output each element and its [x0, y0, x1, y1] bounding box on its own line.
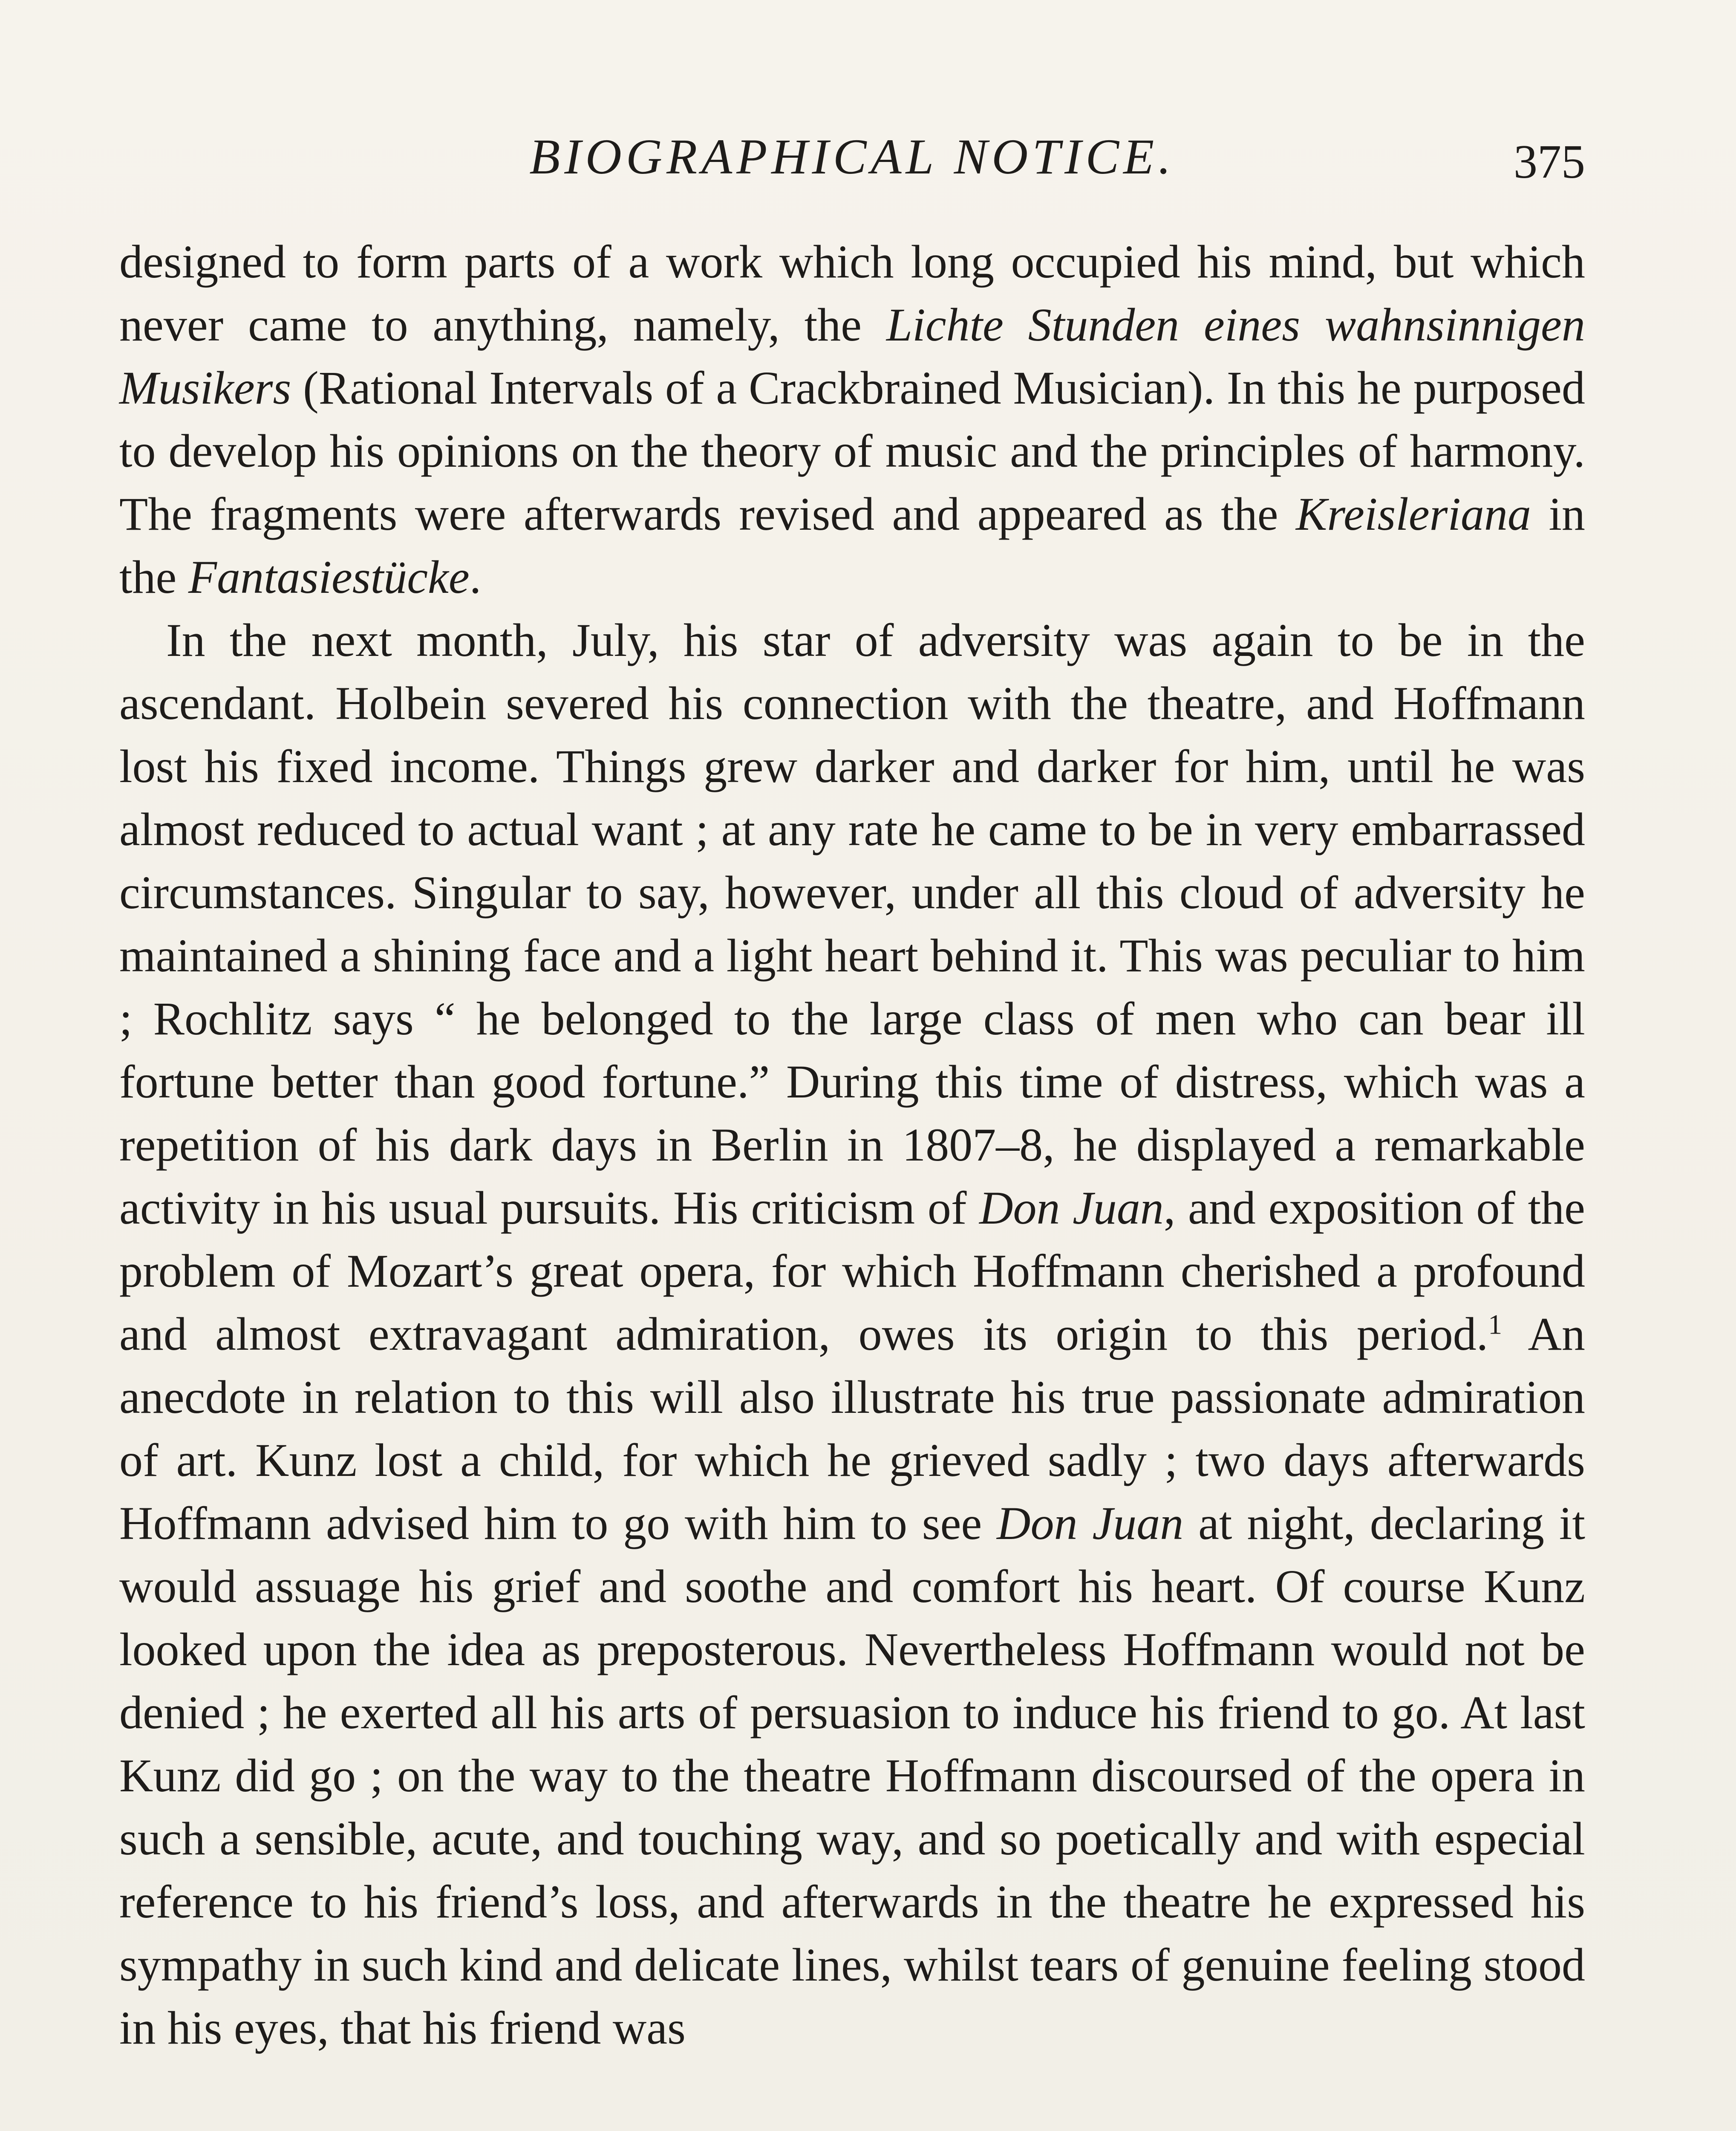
page-number: 375 — [1514, 136, 1585, 188]
text-run: (Rational Intervals of a Crackbrained Musician). In this he purposed to develop his opinions on the theory of music and the principles of harmony. The fragments were afterwards revised and appeared as the — [119, 362, 1585, 540]
text-run: In the next month, July, his star of adversity was again to be in the ascendant. Holbein severed his connection with the theatre, and Hoffmann lost his fixed income. Things grew darker and darker for him, until he was almost reduced to actual want ; at any rate he came to be in very embarrassed circumstances. Singular to say, however, under all this cloud of adversity he maintained a shining face and a light heart behind it. This was peculiar to him ; Rochlitz says “ he belonged to the large class of men who can bear ill fortune better than good fortune.” During this time of distress, which was a repetition of his dark days in Berlin in 1807–8, he displayed a remarkable activity in his usual pursuits. His criticism of — [119, 614, 1585, 1234]
text-run: An anecdote in relation to this will also illustrate his true passionate admiration of art. Kunz lost a child, for which he grieved sadly ; two days afterwards Hoffmann advised him to go with him to see — [119, 1308, 1585, 1549]
italic-title: Don Juan — [997, 1497, 1184, 1549]
italic-title: Don Juan — [979, 1182, 1164, 1234]
italic-title: Kreisleriana — [1295, 488, 1531, 540]
text-run: at night, declaring it would assuage his grief and soothe and comfort his heart. Of course Kunz looked upon the idea as preposterous. Nevertheless Hoffmann would not be denied ; he exerted all his arts of persuasion to induce his friend to go. At last Kunz did go ; on the way to the theatre Hoffmann discoursed of the opera in such a sensible, acute, and touching way, and so poetically and with especial reference to his friend’s loss, and afterwards in the theatre he expressed his sympathy in such kind and delicate lines, whilst tears of genuine feeling stood in his eyes, that his friend was — [119, 1497, 1586, 2054]
footnote-marker: 1 — [1488, 1309, 1502, 1340]
paragraph-1 — [119, 230, 1585, 609]
paragraph-2 — [119, 609, 1585, 2059]
text-run: in the — [119, 488, 1586, 603]
italic-title: Lichte Stunden eines wahnsinnigen Musikers — [119, 299, 1585, 414]
page-header — [119, 128, 1585, 200]
text-run: , and exposition of the problem of Mozart’s great opera, for which Hoffmann cherished a profound and almost extravagant admiration, owes its origin to this period. — [119, 1182, 1586, 1360]
italic-title: Fantasiestücke — [188, 551, 470, 603]
text-run: designed to form parts of a work which long occupied his mind, but which never came to anything, namely, the — [119, 236, 1585, 351]
body-text — [119, 230, 1585, 2059]
running-head: BIOGRAPHICAL NOTICE. — [529, 129, 1175, 185]
text-run: . — [469, 551, 482, 603]
